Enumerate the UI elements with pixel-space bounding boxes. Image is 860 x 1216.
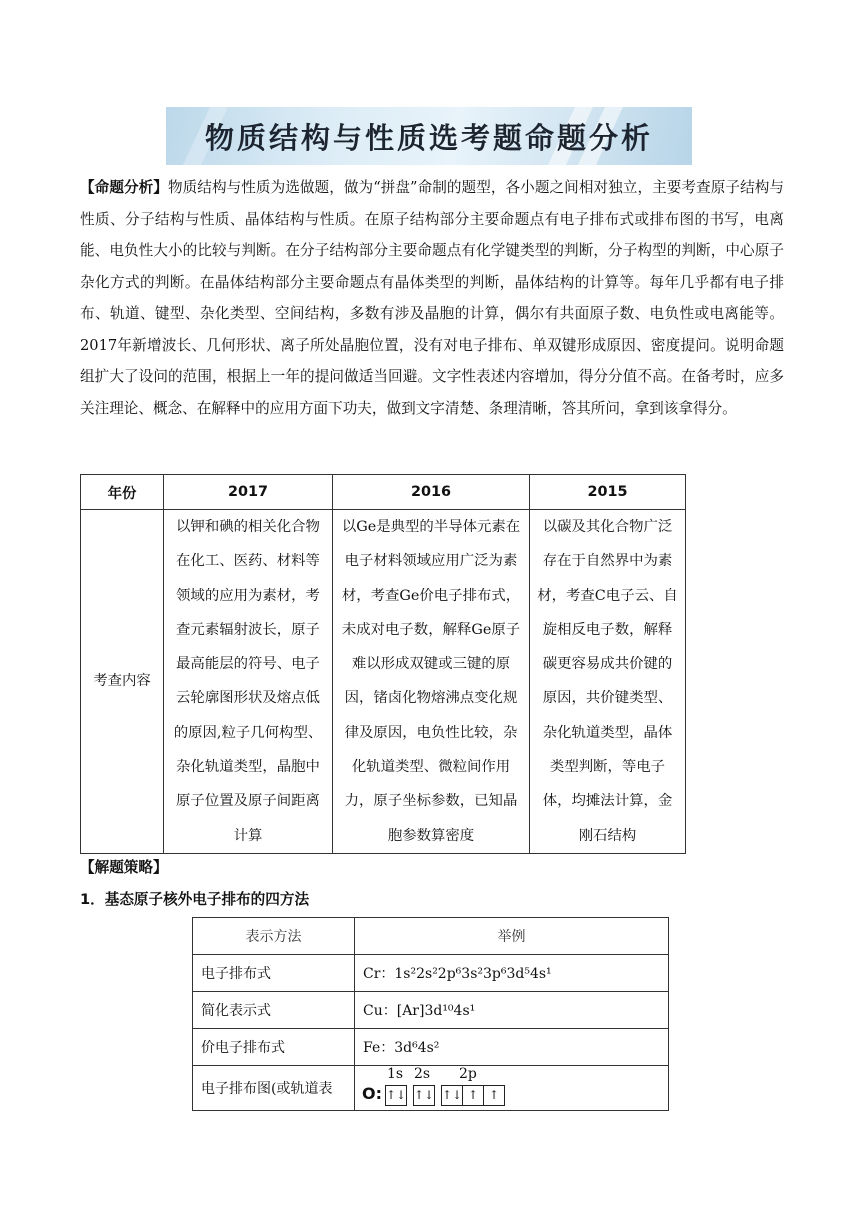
section-title: 1．基态原子核外电子排布的四方法 [80, 891, 310, 908]
page-title: 物质结构与性质选考题命题分析 [204, 121, 653, 155]
method-table [192, 917, 669, 1111]
orbital-box-2s [413, 1085, 435, 1106]
header-method: 表示方法 [193, 918, 355, 955]
orbital-diagram [355, 1066, 668, 1110]
cell-2017: 以钾和碘的相关化合物在化工、医药、材料等领域的应用为素材，考查元素辐射波长，原子最高能层的符号、电子云轮廓图形状及熔点低的原因,粒子几何构型、杂化轨道类型，晶胞中原子位置及原子间距离计算 [164, 510, 333, 854]
row-label: 考查内容 [81, 510, 164, 854]
example-cell: Cr：1s²2s²2p⁶3s²3p⁶3d⁵4s¹ [355, 955, 669, 992]
example-cell: Cu：[Ar]3d¹⁰4s¹ [355, 992, 669, 1029]
electron-pair: ↑↓ [442, 1086, 463, 1105]
header-2017: 2017 [164, 475, 333, 510]
method-cell: 价电子排布式 [193, 1029, 355, 1066]
header-2016: 2016 [333, 475, 530, 510]
orbital-box-2p [441, 1085, 505, 1106]
example-cell: Fe：3d⁶4s² [355, 1029, 669, 1066]
orbital-box-1s [385, 1085, 407, 1106]
analysis-paragraph [80, 172, 784, 424]
orbital-label-1s: 1s [387, 1066, 404, 1082]
table-row [193, 1029, 669, 1066]
electron-single: ↑ [463, 1086, 484, 1105]
table-row [193, 955, 669, 992]
electron-pair: ↑↓ [386, 1088, 407, 1102]
method-table-header [193, 918, 669, 955]
method-cell: 简化表示式 [193, 992, 355, 1029]
title-banner [166, 107, 692, 165]
analysis-label: 【命题分析】 [80, 179, 168, 196]
year-table-header [81, 475, 686, 510]
orbital-element: O: [362, 1084, 382, 1103]
table-row [193, 992, 669, 1029]
cell-2016: 以Ge是典型的半导体元素在电子材料领域应用广泛为素材，考查Ge价电子排布式，未成对电子数，解释Ge原子难以形成双键或三键的原因，锗卤化物熔沸点变化规律及原因，电负性比较，杂化轨道类型、微粒间作用力，原子坐标参数，已知晶胞参数算密度 [333, 510, 530, 854]
analysis-text: 物质结构与性质为选做题，做为“拼盘”命制的题型，各小题之间相对独立，主要考查原子结构与性质、分子结构与性质、晶体结构与性质。在原子结构部分主要命题点有电子排布式或排布图的书写，电离能、电负性大小的比较与判断。在分子结构部分主要命题点有化学键类型的判断，分子构型的判断，中心原子杂化方式的判断。在晶体结构部分主要命题点有晶体类型的判断，晶体结构的计算等。每年几乎都有电子排布、轨道、键型、杂化类型、空间结构，多数有涉及晶胞的计算，偶尔有共面原子数、电负性或电离能等。2017年新增波长、几何形状、离子所处晶胞位置，没有对电子排布、单双键形成原因、密度提问。说明命题组扩大了设问的范围，根据上一年的提问做适当回避。文字性表述内容增加，得分分值不高。在备考时，应多关注理论、概念、在解释中的应用方面下功夫，做到文字清楚、条理清晰，答其所问，拿到该拿得分。 [80, 179, 784, 417]
cell-2015: 以碳及其化合物广泛存在于自然界中为素材，考查C电子云、自旋相反电子数，解释碳更容易成共价键的原因，共价键类型、杂化轨道类型，晶体类型判断，等电子体，均摊法计算，金刚石结构 [530, 510, 686, 854]
header-example: 举例 [355, 918, 669, 955]
orbital-label-2s: 2s [414, 1066, 431, 1082]
electron-pair: ↑↓ [414, 1088, 435, 1102]
electron-single: ↑ [488, 1088, 500, 1102]
table-row [193, 1066, 669, 1111]
header-year: 年份 [81, 475, 164, 510]
orbital-diagram-cell [355, 1066, 669, 1111]
strategy-label: 【解题策略】 [80, 859, 168, 876]
table-row [81, 510, 686, 854]
header-2015: 2015 [530, 475, 686, 510]
method-cell: 电子排布图(或轨道表 [193, 1066, 355, 1111]
orbital-label-2p: 2p [459, 1066, 477, 1082]
method-cell: 电子排布式 [193, 955, 355, 992]
year-table [80, 474, 686, 854]
